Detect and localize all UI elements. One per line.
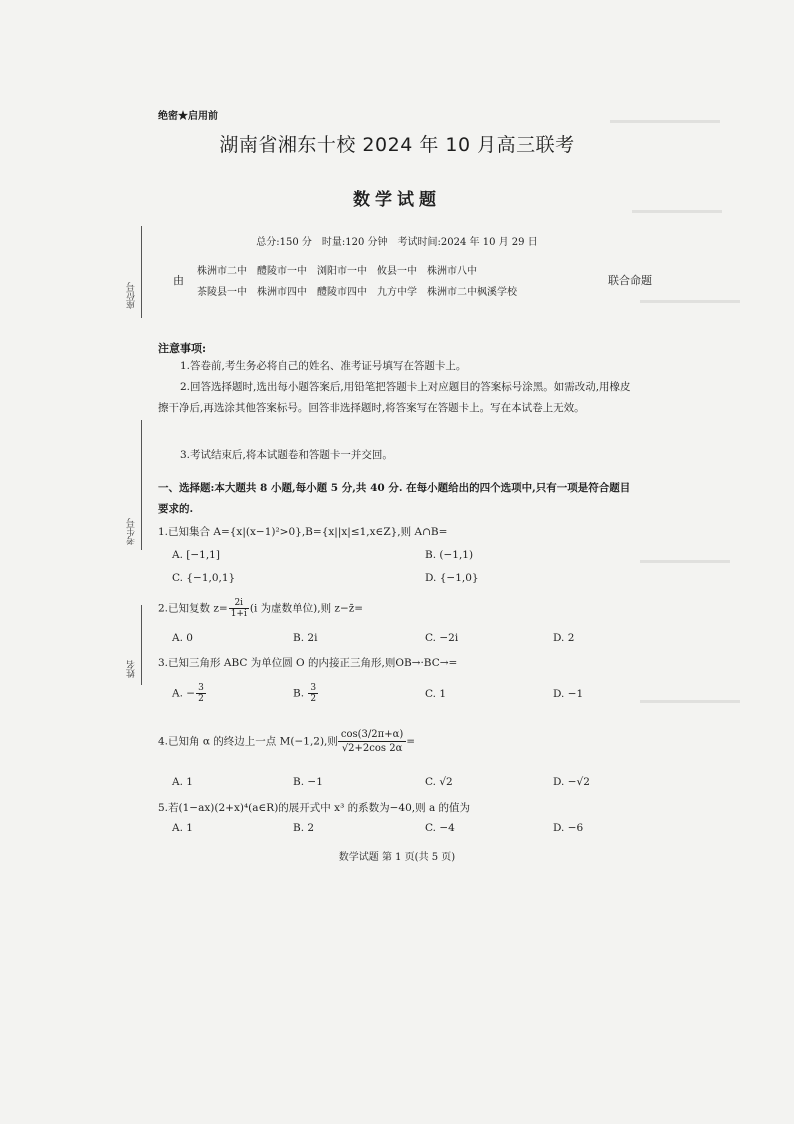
note-3: 3.考试结束后,将本试题卷和答题卡一并交回。 [180,449,393,461]
notes-heading: 注意事项: [158,342,207,355]
q2-fraction [229,598,249,619]
q4-option-d: D. −√2 [553,776,590,788]
q5-option-b: B. 2 [293,822,315,834]
q5-option-d: D. −6 [553,822,584,834]
question-2-stem [158,598,363,619]
q3-b-den: 2 [310,694,317,704]
binding-line-name [141,605,142,685]
q2-option-c: C. −2i [425,632,459,644]
section-1-heading: 一、选择题:本大题共 8 小题,每小题 5 分,共 40 分. 在每小题给出的四个选项中,只有一项是符合题目要求的. [158,482,631,515]
page-footer: 数学试题 第 1 页(共 5 页) [338,852,456,863]
q2-frac-den: 1+i [230,609,247,619]
q1-option-c: C. {−1,0,1} [172,572,236,584]
q2-option-d: D. 2 [553,632,575,644]
schools-row-1: 株洲市二中 醴陵市一中 浏阳市一中 攸县一中 株洲市八中 [197,266,477,277]
binding-line-seat [141,226,142,318]
q2-frac-num: 2i [229,598,249,609]
q3-a-num: 3 [198,683,204,693]
q2-option-b: B. 2i [293,632,318,644]
joint-label: 联合命题 [608,274,652,287]
question-1-stem: 1.已知集合 A={x|(x−1)²>0},B={x||x|≤1,x∈Z},则 A∩B= [158,526,448,538]
question-3-stem: 3.已知三角形 ABC 为单位圆 O 的内接正三角形,则OB→·BC→= [158,657,458,669]
name-label: 姓名 [127,660,137,678]
q4-option-b: B. −1 [293,776,323,788]
q1-option-b: B. (−1,1) [425,549,474,561]
question-5-stem: 5.若(1−ax)(2+x)⁴(a∈R)的展开式中 x³ 的系数为−40,则 a 的值为 [158,802,471,814]
note-1: 1.答卷前,考生务必将自己的姓名、准考证号填写在答题卡上。 [180,360,467,372]
seat-label: 座位号 [127,282,137,309]
q3-option-a [172,683,207,704]
q3-b-label: B. [293,687,308,700]
q4-fraction [338,728,406,755]
q3-a-sign: A. − [172,687,196,700]
q2-stem-pre: 2.已知复数 z= [158,602,228,615]
q3-a-fraction [196,683,206,704]
q4-stem-post: = [406,735,416,748]
q3-b-fraction [308,683,318,704]
note-2: 2.回答选择题时,选出每小题答案后,用铅笔把答题卡上对应题目的答案标号涂黑。如需改动,用橡皮擦干净后,再选涂其他答案标号。回答非选择题时,将答案写在答题卡上。写在本试卷上无效。 [158,381,631,414]
binding-line-exam-no [141,420,142,550]
q3-option-d: D. −1 [553,688,584,700]
q4-frac-num: cos(3/2π+α) [338,728,406,742]
q3-a-den: 2 [198,694,204,704]
q3-option-c: C. 1 [425,688,447,700]
paper-subtitle: 数学试题 [353,190,441,210]
q5-option-c: C. −4 [425,822,455,834]
q3-option-b [293,683,319,704]
q2-option-a: A. 0 [172,632,193,644]
q2-stem-post: (i 为虚数单位),则 z−z̄= [249,602,364,615]
q4-stem-pre: 4.已知角 α 的终边上一点 M(−1,2),则 [158,735,338,748]
exam-info: 总分:150 分 时量:120 分钟 考试时间:2024 年 10 月 29 日 [256,237,538,248]
q4-frac-den: √2+2cos 2α [341,743,403,754]
q4-option-c: C. √2 [425,776,453,788]
schools-row-2: 茶陵县一中 株洲市四中 醴陵市四中 九方中学 株洲市二中枫溪学校 [197,287,517,298]
exam-no-label: 考生号 [127,518,137,545]
secret-label: 绝密★启用前 [158,111,218,122]
by-label: 由 [173,274,184,287]
q4-option-a: A. 1 [172,776,193,788]
q1-option-a: A. [−1,1] [172,549,220,561]
q1-option-d: D. {−1,0} [425,572,479,584]
q3-b-num: 3 [310,683,317,693]
question-4-stem [158,728,415,755]
q5-option-a: A. 1 [172,822,193,834]
exam-title: 湖南省湘东十校 2024 年 10 月高三联考 [219,134,575,156]
